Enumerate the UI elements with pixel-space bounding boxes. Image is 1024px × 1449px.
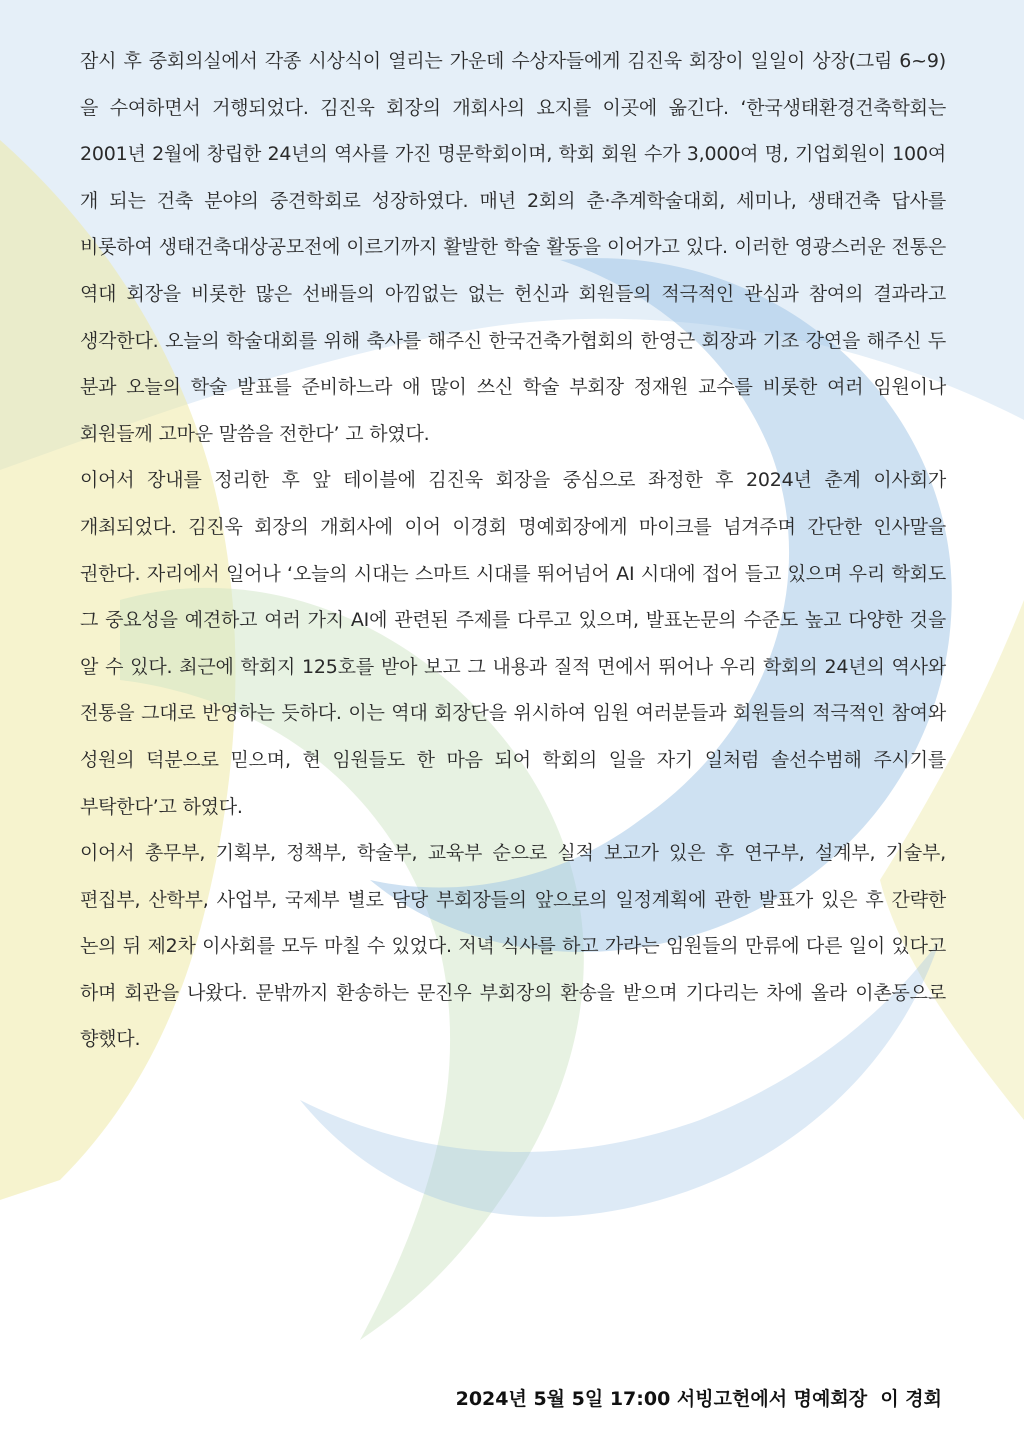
paragraph-closing: 이어서 총무부, 기획부, 정책부, 학술부, 교육부 순으로 실적 보고가 있은 후 연구부, 설계부, 기술부, 편집부, 산학부, 사업부, 국제부 별로 담당 부회장들의 앞으로의 일정계획에 관한 발표가 있은 후 간략한 논의 뒤 제2차 이사회를 모두 마칠 수 있었다. 저녁 식사를 하고 가라는 임원들의 만류에 다른 일이 있다고 하며 회관을 나왔다. 문밖까지 환송하는 문진우 부회장의 환송을 받으며 기다리는 차에 올라 이촌동으로 향했다. — [80, 842, 946, 1051]
paragraph-ceremony: 잠시 후 중회의실에서 각종 시상식이 열리는 가운데 수상자들에게 김진욱 회장이 일일이 상장(그림 6~9)을 수여하면서 거행되었다. 김진욱 회장의 개회사의 요지를 이곳에 옮긴다. ‘한국생태환경건축학회는 2001년 2월에 창립한 24년의 역사를 가진 명문학회이며, 학회 회원 수가 3,000여 명, 기업회원이 100여 개 되는 건축 분야의 중견학회로 성장하였다. 매년 2회의 춘·추계학술대회, 세미나, 생태건축 답사를 비롯하여 생태건축대상공모전에 이르기까지 활발한 학술 활동을 이어가고 있다. 이러한 영광스러운 전통은 역대 회장을 비롯한 많은 선배들의 아낌없는 없는 헌신과 회원들의 적극적인 관심과 참여의 결과라고 생각한다. 오늘의 학술대회를 위해 축사를 해주신 한국건축가협회의 한영근 회장과 기조 강연을 해주신 두 분과 오늘의 학술 발표를 준비하느라 애 많이 쓰신 학술 부회장 정재원 교수를 비롯한 여러 임원이나 회원들께 고마운 말씀을 전한다’ 고 하였다. — [80, 50, 946, 445]
signature-line: 2024년 5월 5일 17:00 서빙고헌에서 명예회장 이 경회 — [455, 1388, 942, 1410]
paragraph-board-meeting: 이어서 장내를 정리한 후 앞 테이블에 김진욱 회장을 중심으로 좌정한 후 2024년 춘계 이사회가 개최되었다. 김진욱 회장의 개회사에 이어 이경회 명예회장에게 마이크를 넘겨주며 간단한 인사말을 권한다. 자리에서 일어나 ‘오늘의 시대는 스마트 시대를 뛰어넘어 AI 시대에 접어 들고 있으며 우리 학회도 그 중요성을 예견하고 여러 가지 AI에 관련된 주제를 다루고 있으며, 발표논문의 수준도 높고 다양한 것을 알 수 있다. 최근에 학회지 125호를 받아 보고 그 내용과 질적 면에서 뛰어나 우리 학회의 24년의 역사와 전통을 그대로 반영하는 듯하다. 이는 역대 회장단을 위시하여 임원 여러분들과 회원들의 적극적인 참여와 성원의 덕분으로 믿으며, 현 임원들도 한 마음 되어 학회의 일을 자기 일처럼 솔선수범해 주시기를 부탁한다’고 하였다. — [80, 469, 946, 818]
document-body — [80, 38, 946, 1063]
